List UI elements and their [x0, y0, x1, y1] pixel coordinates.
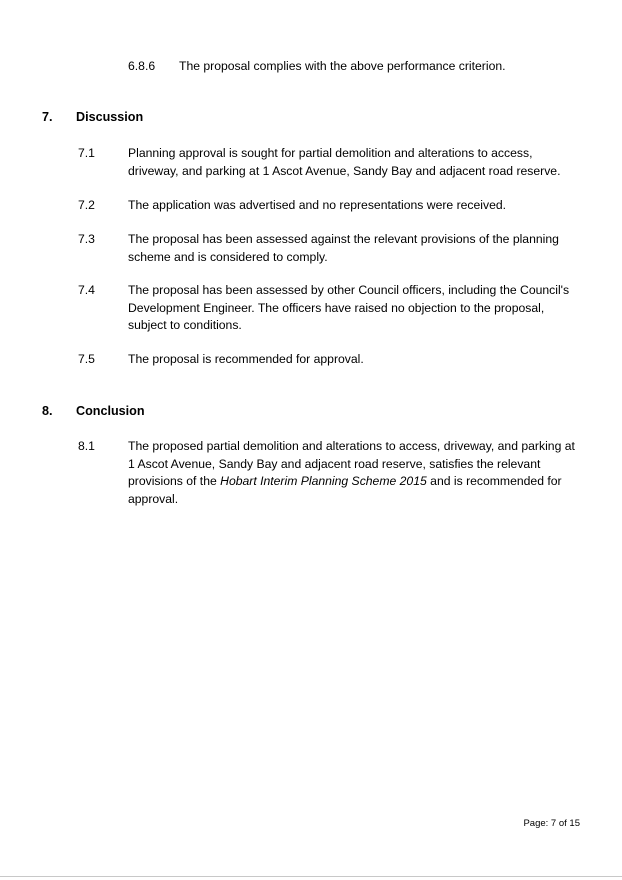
item-number: 7.5	[78, 352, 95, 366]
item-number: 8.1	[78, 439, 95, 453]
subsection-text: The proposal complies with the above performance criterion.	[179, 59, 506, 73]
item-number: 7.3	[78, 232, 95, 246]
page-number: Page: 7 of 15	[523, 818, 580, 829]
section-heading-conclusion	[42, 403, 145, 421]
list-item-7-1	[78, 145, 578, 180]
item-text: The proposal has been assessed by other Council officers, including the Council's Development Engineer. The officers have raised no objection to the proposal, subject to conditions.	[128, 283, 570, 333]
item-text-start: The proposed partial demolition and alterations to access, driveway, and parking at 1 Ascot Avenue, Sandy Bay and adjacent road reserve, satisfies the relevant provisions of the	[128, 439, 575, 489]
page-bottom-rule	[0, 876, 622, 877]
list-item-7-5	[78, 351, 578, 369]
list-item-7-2	[78, 197, 578, 215]
section-number: 7.	[42, 110, 53, 124]
item-text	[128, 438, 578, 508]
item-text: The proposal has been assessed against the relevant provisions of the planning scheme and is considered to comply.	[128, 232, 559, 264]
subsection-number: 6.8.6	[128, 59, 156, 73]
scheme-title: Hobart Interim Planning Scheme 2015	[220, 474, 427, 489]
list-item-7-3	[78, 231, 578, 266]
section-title: Discussion	[76, 110, 144, 124]
section-title: Conclusion	[76, 404, 145, 418]
item-number: 7.1	[78, 146, 95, 160]
item-number: 7.2	[78, 198, 95, 212]
item-text: The application was advertised and no representations were received.	[128, 198, 507, 212]
item-text: The proposal is recommended for approval.	[128, 352, 364, 366]
item-number: 7.4	[78, 283, 95, 297]
subsection-6-8-6	[128, 58, 506, 76]
item-text-end: and is recommended for approval.	[128, 474, 562, 506]
list-item-8-1	[78, 438, 578, 508]
list-item-7-4	[78, 282, 578, 335]
section-heading-discussion	[42, 109, 143, 127]
section-number: 8.	[42, 404, 53, 418]
item-text: Planning approval is sought for partial demolition and alterations to access, driveway, and parking at 1 Ascot Avenue, Sandy Bay and adjacent road reserve.	[128, 146, 561, 178]
